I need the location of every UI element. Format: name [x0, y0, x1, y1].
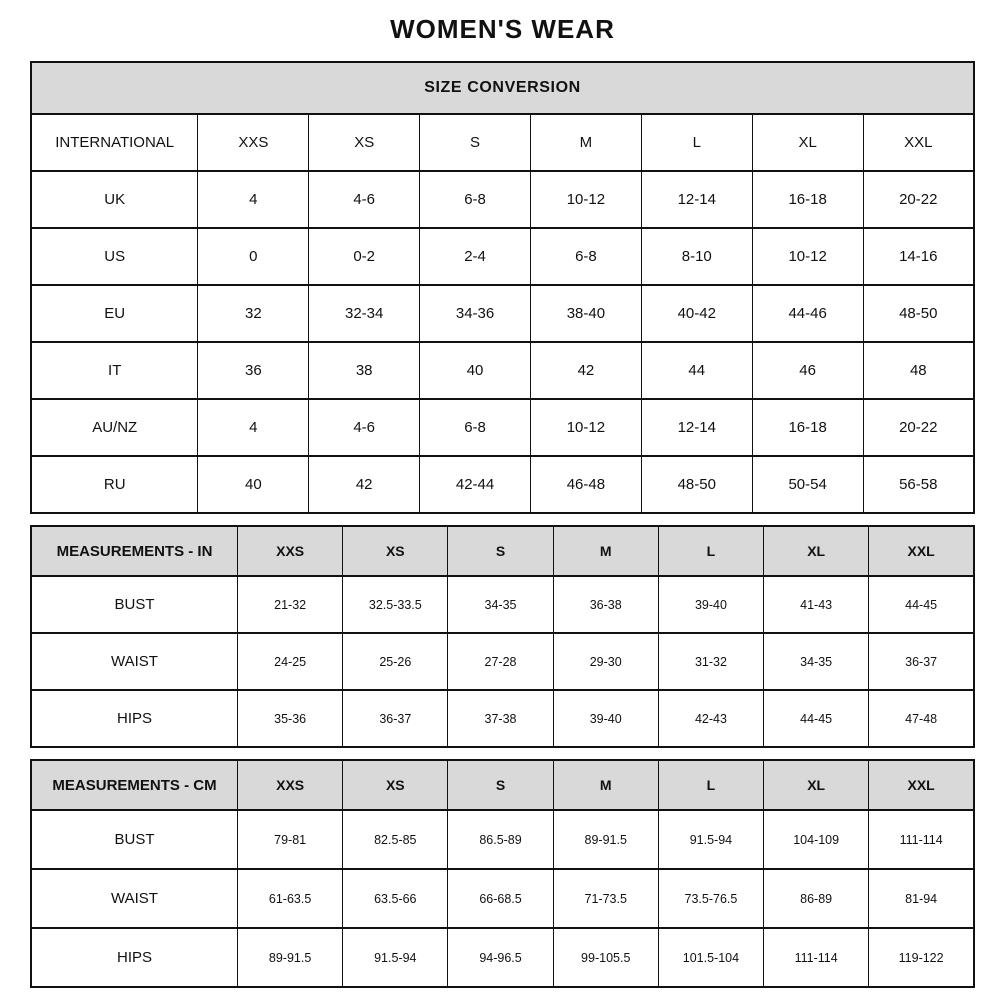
column-header-xxs: XXS [238, 526, 343, 576]
column-header-xs: XS [343, 760, 448, 810]
table-cell: 91.5-94 [658, 810, 763, 869]
table-row-waist [31, 633, 974, 690]
table-row-waist [31, 869, 974, 928]
column-header-xs: XS [343, 526, 448, 576]
table-cell: 32-34 [309, 285, 420, 342]
table-cell: 35-36 [238, 690, 343, 747]
table-cell: 4-6 [309, 399, 420, 456]
table-cell: 119-122 [869, 928, 974, 987]
table-caption-row [31, 62, 974, 114]
table-cell: 25-26 [343, 633, 448, 690]
column-header-xs: XS [309, 114, 420, 171]
column-header-international: INTERNATIONAL [31, 114, 198, 171]
table-cell: 12-14 [641, 171, 752, 228]
column-header-l: L [658, 760, 763, 810]
table-cell: 46-48 [530, 456, 641, 513]
table-cell: 47-48 [869, 690, 974, 747]
table-cell: 41-43 [764, 576, 869, 633]
table-cell: 34-36 [420, 285, 531, 342]
measurements-cm-table [30, 759, 975, 988]
table-cell: 40-42 [641, 285, 752, 342]
table-row-hips [31, 928, 974, 987]
table-cell: 86.5-89 [448, 810, 553, 869]
table-cell: 12-14 [641, 399, 752, 456]
table-cell: 36 [198, 342, 309, 399]
table-cell: 79-81 [238, 810, 343, 869]
table-cell: 104-109 [764, 810, 869, 869]
table-cell: 10-12 [530, 399, 641, 456]
table-cell: 94-96.5 [448, 928, 553, 987]
column-header-xxl: XXL [863, 114, 974, 171]
column-header-m: M [553, 760, 658, 810]
table-cell: 34-35 [448, 576, 553, 633]
table-cell: 10-12 [752, 228, 863, 285]
row-label: BUST [31, 810, 238, 869]
measurements-cm-title: MEASUREMENTS - CM [31, 760, 238, 810]
column-header-s: S [448, 760, 553, 810]
size-conversion-table [30, 61, 975, 514]
table-cell: 6-8 [530, 228, 641, 285]
table-cell: 44-45 [869, 576, 974, 633]
column-header-l: L [658, 526, 763, 576]
table-cell: 0 [198, 228, 309, 285]
column-header-xl: XL [764, 526, 869, 576]
row-label: HIPS [31, 928, 238, 987]
table-cell: 6-8 [420, 171, 531, 228]
row-label: RU [31, 456, 198, 513]
table-cell: 39-40 [658, 576, 763, 633]
measurements-in-table [30, 525, 975, 748]
table-cell: 4-6 [309, 171, 420, 228]
measurements-in-title: MEASUREMENTS - IN [31, 526, 238, 576]
table-cell: 20-22 [863, 171, 974, 228]
table-cell: 42-44 [420, 456, 531, 513]
table-cell: 16-18 [752, 399, 863, 456]
table-cell: 44-45 [764, 690, 869, 747]
row-label: WAIST [31, 869, 238, 928]
table-cell: 42 [530, 342, 641, 399]
table-cell: 21-32 [238, 576, 343, 633]
column-header-s: S [420, 114, 531, 171]
table-cell: 42 [309, 456, 420, 513]
table-row-bust [31, 576, 974, 633]
page-title: WOMEN'S WEAR [390, 14, 615, 44]
table-cell: 63.5-66 [343, 869, 448, 928]
table-cell: 27-28 [448, 633, 553, 690]
row-label: BUST [31, 576, 238, 633]
table-gap [30, 748, 975, 759]
table-cell: 8-10 [641, 228, 752, 285]
table-cell: 39-40 [553, 690, 658, 747]
row-label: WAIST [31, 633, 238, 690]
table-cell: 6-8 [420, 399, 531, 456]
table-row-it [31, 342, 974, 399]
column-header-xxl: XXL [869, 760, 974, 810]
table-cell: 89-91.5 [238, 928, 343, 987]
table-cell: 48-50 [641, 456, 752, 513]
table-cell: 73.5-76.5 [658, 869, 763, 928]
column-header-xxs: XXS [238, 760, 343, 810]
table-cell: 38-40 [530, 285, 641, 342]
table-gap [30, 514, 975, 525]
table-row-ru [31, 456, 974, 513]
table-header-row [31, 114, 974, 171]
table-cell: 81-94 [869, 869, 974, 928]
table-cell: 0-2 [309, 228, 420, 285]
table-cell: 10-12 [530, 171, 641, 228]
table-cell: 32.5-33.5 [343, 576, 448, 633]
table-cell: 14-16 [863, 228, 974, 285]
table-cell: 111-114 [869, 810, 974, 869]
table-cell: 89-91.5 [553, 810, 658, 869]
row-label: US [31, 228, 198, 285]
row-label: UK [31, 171, 198, 228]
table-row-uk [31, 171, 974, 228]
column-header-s: S [448, 526, 553, 576]
table-row-bust [31, 810, 974, 869]
table-cell: 36-37 [869, 633, 974, 690]
table-cell: 32 [198, 285, 309, 342]
table-cell: 20-22 [863, 399, 974, 456]
size-conversion-title: SIZE CONVERSION [31, 62, 974, 114]
table-cell: 61-63.5 [238, 869, 343, 928]
table-row-us [31, 228, 974, 285]
table-cell: 50-54 [752, 456, 863, 513]
column-header-l: L [641, 114, 752, 171]
table-cell: 37-38 [448, 690, 553, 747]
table-cell: 40 [198, 456, 309, 513]
table-cell: 36-37 [343, 690, 448, 747]
table-cell: 31-32 [658, 633, 763, 690]
column-header-xl: XL [764, 760, 869, 810]
table-cell: 34-35 [764, 633, 869, 690]
column-header-m: M [530, 114, 641, 171]
table-cell: 71-73.5 [553, 869, 658, 928]
row-label: IT [31, 342, 198, 399]
table-cell: 4 [198, 171, 309, 228]
table-cell: 48 [863, 342, 974, 399]
table-cell: 40 [420, 342, 531, 399]
table-cell: 4 [198, 399, 309, 456]
table-cell: 56-58 [863, 456, 974, 513]
table-cell: 101.5-104 [658, 928, 763, 987]
table-header-row [31, 760, 974, 810]
table-cell: 38 [309, 342, 420, 399]
column-header-xxs: XXS [198, 114, 309, 171]
table-cell: 91.5-94 [343, 928, 448, 987]
table-cell: 86-89 [764, 869, 869, 928]
table-cell: 36-38 [553, 576, 658, 633]
table-cell: 24-25 [238, 633, 343, 690]
table-cell: 42-43 [658, 690, 763, 747]
table-row-aunz [31, 399, 974, 456]
table-cell: 82.5-85 [343, 810, 448, 869]
table-cell: 29-30 [553, 633, 658, 690]
row-label: EU [31, 285, 198, 342]
table-row-hips [31, 690, 974, 747]
column-header-xl: XL [752, 114, 863, 171]
column-header-m: M [553, 526, 658, 576]
table-cell: 48-50 [863, 285, 974, 342]
table-cell: 2-4 [420, 228, 531, 285]
table-cell: 44-46 [752, 285, 863, 342]
table-cell: 46 [752, 342, 863, 399]
table-cell: 44 [641, 342, 752, 399]
table-cell: 99-105.5 [553, 928, 658, 987]
table-cell: 66-68.5 [448, 869, 553, 928]
row-label: AU/NZ [31, 399, 198, 456]
row-label: HIPS [31, 690, 238, 747]
table-row-eu [31, 285, 974, 342]
table-header-row [31, 526, 974, 576]
table-cell: 111-114 [764, 928, 869, 987]
column-header-xxl: XXL [869, 526, 974, 576]
table-cell: 16-18 [752, 171, 863, 228]
